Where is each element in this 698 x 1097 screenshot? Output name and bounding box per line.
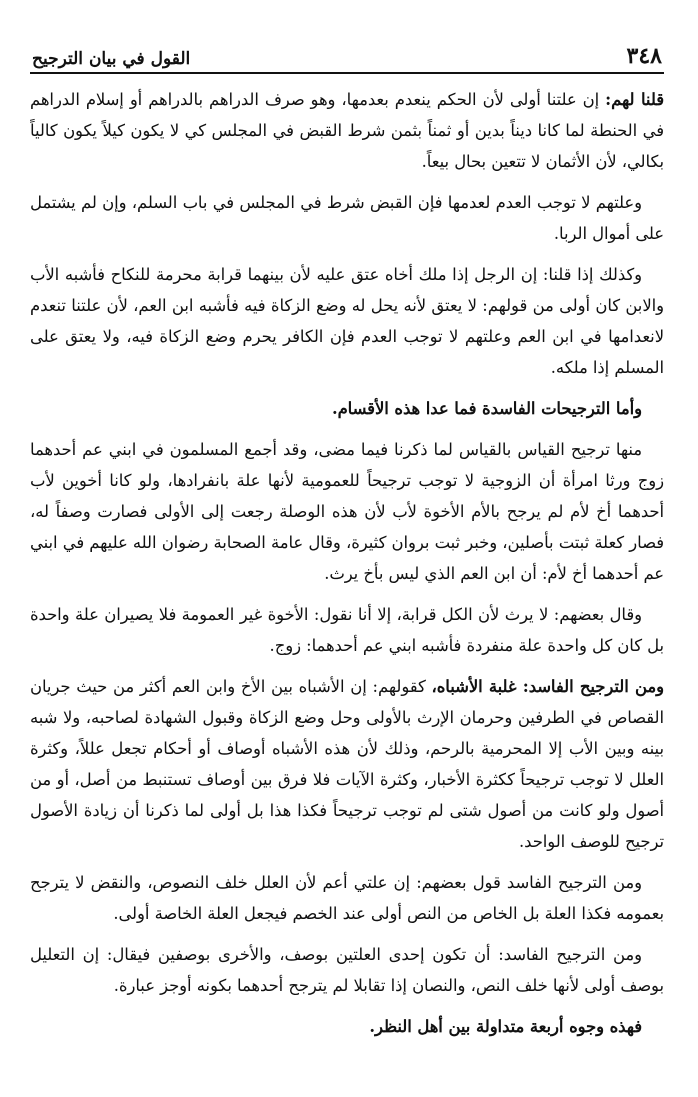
paragraph-text: ومن الترجيح الفاسد: أن تكون إحدى العلتين بوصف، والأخرى بوصفين فيقال: إن التعليل بوصف أولى لأنها خلف النص، والنصان إذا تقابلا لم يترجح أحدهما بكونه أوجز عبارة.: [30, 945, 664, 995]
paragraph: [30, 671, 664, 857]
paragraph: [30, 599, 664, 661]
paragraph: [30, 867, 664, 929]
paragraph-text: ومن الترجيح الفاسد قول بعضهم: إن علتي أعم لأن العلل خلف النصوص، والنقض لا يترجح بعمومه فكذا العلة بل الخاص من النص أولى عند الخصم فيجعل العلة الخاصة أولى.: [30, 873, 664, 923]
section-heading: [30, 393, 664, 424]
paragraph: [30, 259, 664, 383]
page-body: [30, 84, 664, 1042]
paragraph-text: وعلتهم لا توجب العدم لعدمها فإن القبض شرط في المجلس في باب السلم، وإن لم يشتمل على أموال الربا.: [30, 193, 664, 243]
page-number: ٣٤٨: [626, 43, 662, 69]
paragraph-lead: وأما الترجيحات الفاسدة فما عدا هذه الأقسام.: [331, 399, 642, 418]
paragraph-text: إن علتنا أولى لأن الحكم ينعدم بعدمها، وهو صرف الدراهم بالدراهم أو إسلام الدراهم في الحنطة لما كانا ديناً بدين أو ثمناً بثمن شرط القبض في المجلس كي لا يكون كيلاً يكون كالياً بكالي، لأن الأثمان لا تتعين بحال بيعاً.: [30, 90, 664, 171]
paragraph: [30, 434, 664, 589]
paragraph-lead: قلنا لهم:: [605, 90, 664, 109]
paragraph-text: وقال بعضهم: لا يرث لأن الكل قرابة، إلا أنا نقول: الأخوة غير العمومة فلا يصيران علة واحدة بل كان كل واحدة علة منفردة فأشبه ابني عم أحدهما: زوج.: [30, 605, 664, 655]
paragraph-text: كقولهم: إن الأشباه بين الأخ وابن العم أكثر من حيث جريان القصاص في الطرفين وحرمان الإرث بالأولى وحل وضع الزكاة وقبول الشهادة لصاحبه، ولا شبه بينه وبين الأب إلا المحرمية بالرحم، وذلك لأن هذه الأشباه أوصاف أو أحكام تجعل عللاً، وكثرة العلل لا توجب ترجيحاً ككثرة الأخبار، وكثرة الآيات فلا فرق بين أوصاف تستنبط من أصل، أو من أصول ولو كانت من أصول شتى لم توجب ترجيحاً فكذا هذا بل أولى لما ذكرنا أن زيادة الأصول ترجيح للوصف الواحد.: [30, 677, 664, 851]
paragraph-text: منها ترجيح القياس بالقياس لما ذكرنا فيما مضى، وقد أجمع المسلمون في ابني عم أحدهما زوج ورثا امرأة أن الزوجية لا توجب ترجيحاً للعمومية لأنها علة بانفرادها، ولو كانا أخوين لأب أحدهما أخ لأم لم يرجح بالأم الأخوة لأب لأن هذه الوصلة رجعت إلى الأولى فصارت وصفاً له، فصار كعلة ثبتت بأصلين، وخبر ثبت بروان كثيرة، وقال عامة الصحابة رضوان الله عليهم في ابني عم أحدهما أخ لأم: أن ابن العم الذي ليس بأخ يرث.: [30, 440, 664, 583]
running-head: القول في بيان الترجيح: [32, 49, 191, 69]
paragraph-text: وكذلك إذا قلنا: إن الرجل إذا ملك أخاه عتق عليه لأن بينهما قرابة محرمة للنكاح فأشبه الأب والابن كان أولى من قولهم: لا يعتق لأنه يحل له وضع الزكاة فيه فأشبه ابن العم، لأن علتنا تنعدم لانعدامها في ابن العم وعلتهم لا توجب العدم فإن الكافر يحرم وضع الزكاة فيه، ولا يعتق على المسلم إذا ملكه.: [30, 265, 664, 377]
paragraph: [30, 187, 664, 249]
closing-line: فهذه وجوه أربعة متداولة بين أهل النظر.: [369, 1017, 642, 1036]
page-header: [30, 40, 664, 74]
paragraph: [30, 84, 664, 177]
paragraph: [30, 939, 664, 1001]
paragraph-lead: ومن الترجيح الفاسد: غلبة الأشباه،: [431, 677, 664, 696]
